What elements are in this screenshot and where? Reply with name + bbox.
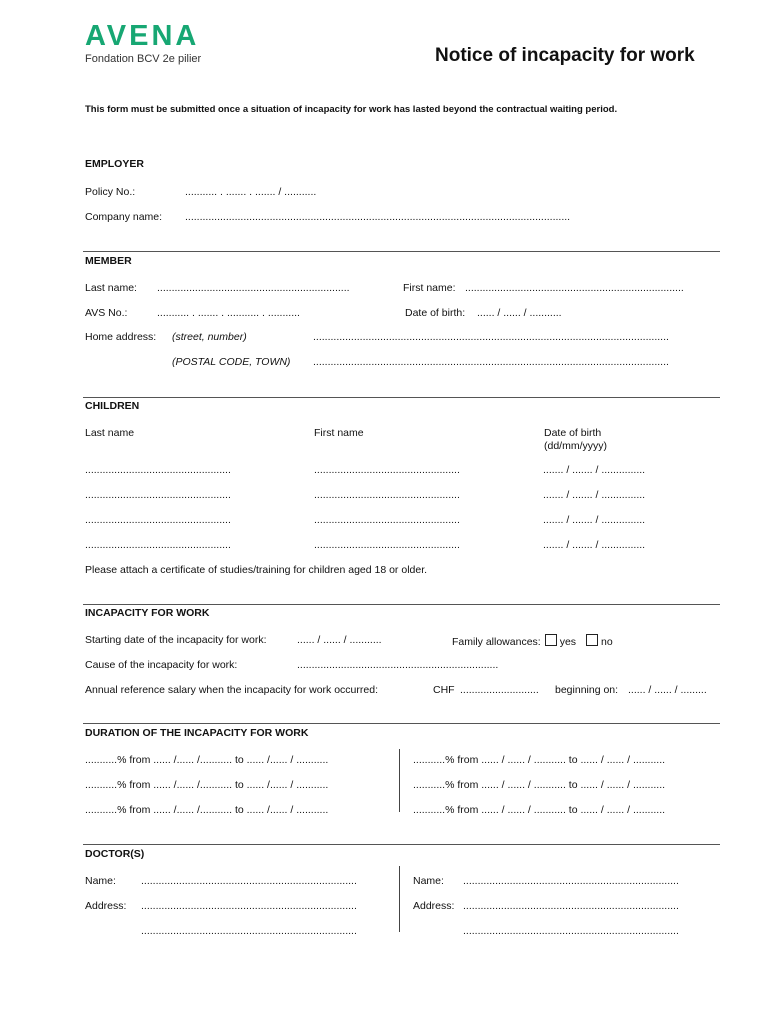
duration-row-right[interactable]: ...........% from ...... / ...... / ........... to ...... / ...... / ...........	[413, 754, 666, 766]
child-dob-field[interactable]: ....... / ....... / ...............	[543, 539, 646, 551]
avs-label: AVS No.:	[85, 307, 128, 319]
yes-label: yes	[559, 636, 577, 648]
first-name-field[interactable]: ...........................................................................	[465, 282, 684, 294]
logo-subtitle: Fondation BCV 2e pilier	[85, 53, 202, 65]
family-allowances-label: Family allowances:	[452, 636, 541, 648]
beginning-label: beginning on:	[555, 684, 619, 696]
start-date-label: Starting date of the incapacity for work:	[85, 634, 267, 646]
child-last-field[interactable]: ..................................................	[85, 489, 231, 501]
children-col-dob: Date of birth	[544, 427, 602, 439]
policy-label: Policy No.:	[85, 186, 136, 198]
dob-label: Date of birth:	[405, 307, 466, 319]
yes-checkbox[interactable]	[545, 634, 557, 646]
salary-field[interactable]: ...........................	[460, 684, 539, 696]
section-divider	[83, 844, 720, 845]
child-last-field[interactable]: ..................................................	[85, 464, 231, 476]
doctor-address-field[interactable]: ..........................................................................	[141, 900, 357, 912]
child-first-field[interactable]: ..................................................	[314, 539, 460, 551]
policy-field[interactable]: ........... . ....... . ....... / ...........	[185, 186, 317, 198]
street-field[interactable]: ..........................................................................................................................	[313, 331, 669, 343]
child-last-field[interactable]: ..................................................	[85, 514, 231, 526]
section-divider	[83, 604, 720, 605]
duration-row-right[interactable]: ...........% from ...... / ...... / ........... to ...... / ...... / ...........	[413, 779, 666, 791]
doctor-address-field[interactable]: ..........................................................................	[463, 925, 679, 937]
duration-heading: DURATION OF THE INCAPACITY FOR WORK	[85, 727, 309, 739]
doctor-name-label: Name:	[413, 875, 444, 887]
postal-field[interactable]: ..........................................................................................................................	[313, 356, 669, 368]
doctor-address-label: Address:	[85, 900, 127, 912]
column-divider	[399, 866, 400, 932]
duration-row-left[interactable]: ...........% from ...... /...... /........... to ...... /...... / ...........	[85, 804, 329, 816]
section-divider	[83, 251, 720, 252]
children-col-first: First name	[314, 427, 364, 439]
child-first-field[interactable]: ..................................................	[314, 489, 460, 501]
member-heading: MEMBER	[85, 255, 132, 267]
child-first-field[interactable]: ..................................................	[314, 464, 460, 476]
duration-row-left[interactable]: ...........% from ...... /...... /........... to ...... /...... / ...........	[85, 754, 329, 766]
last-name-label: Last name:	[85, 282, 137, 294]
doctor-name-field[interactable]: ..........................................................................	[141, 875, 357, 887]
doctor-name-label: Name:	[85, 875, 116, 887]
salary-currency: CHF	[433, 684, 455, 696]
section-divider	[83, 397, 720, 398]
children-col-last: Last name	[85, 427, 135, 439]
child-dob-field[interactable]: ....... / ....... / ...............	[543, 489, 646, 501]
column-divider	[399, 749, 400, 812]
start-date-field[interactable]: ...... / ...... / ...........	[297, 634, 382, 646]
dob-field[interactable]: ...... / ...... / ...........	[477, 307, 562, 319]
beginning-field[interactable]: ...... / ...... / .........	[628, 684, 707, 696]
no-label: no	[601, 636, 613, 648]
child-dob-field[interactable]: ....... / ....... / ...............	[543, 514, 646, 526]
postal-hint: (POSTAL CODE, TOWN)	[172, 356, 291, 368]
cause-field[interactable]: .....................................................................	[297, 659, 499, 671]
children-heading: CHILDREN	[85, 400, 140, 412]
family-allowances	[452, 634, 613, 648]
cause-label: Cause of the incapacity for work:	[85, 659, 238, 671]
doctors-heading: DOCTOR(S)	[85, 848, 145, 860]
doctor-name-field[interactable]: ..........................................................................	[463, 875, 679, 887]
duration-row-right[interactable]: ...........% from ...... / ...... / ........... to ...... / ...... / ...........	[413, 804, 666, 816]
doctor-address-label: Address:	[413, 900, 455, 912]
children-note: Please attach a certificate of studies/training for children aged 18 or older.	[85, 564, 428, 576]
section-divider	[83, 723, 720, 724]
incapacity-heading: INCAPACITY FOR WORK	[85, 607, 210, 619]
company-field[interactable]: ....................................................................................................................................	[185, 211, 571, 223]
company-label: Company name:	[85, 211, 163, 223]
no-checkbox[interactable]	[586, 634, 598, 646]
duration-row-left[interactable]: ...........% from ...... /...... /........... to ...... /...... / ...........	[85, 779, 329, 791]
avena-logo: AVENA	[85, 20, 200, 52]
doctor-address-field[interactable]: ..........................................................................	[141, 925, 357, 937]
child-first-field[interactable]: ..................................................	[314, 514, 460, 526]
intro-text: This form must be submitted once a situation of incapacity for work has lasted beyond the contractual waiting period.	[85, 104, 618, 115]
employer-heading: EMPLOYER	[85, 158, 144, 170]
avs-field[interactable]: ........... . ....... . ........... . ...........	[157, 307, 300, 319]
last-name-field[interactable]: ..................................................................	[157, 282, 350, 294]
salary-label: Annual reference salary when the incapacity for work occurred:	[85, 684, 378, 696]
home-address-label: Home address:	[85, 331, 157, 343]
page-title: Notice of incapacity for work	[435, 45, 695, 66]
children-col-dob-format: (dd/mm/yyyy)	[544, 440, 607, 452]
child-dob-field[interactable]: ....... / ....... / ...............	[543, 464, 646, 476]
first-name-label: First name:	[403, 282, 456, 294]
doctor-address-field[interactable]: ..........................................................................	[463, 900, 679, 912]
child-last-field[interactable]: ..................................................	[85, 539, 231, 551]
street-hint: (street, number)	[172, 331, 247, 343]
